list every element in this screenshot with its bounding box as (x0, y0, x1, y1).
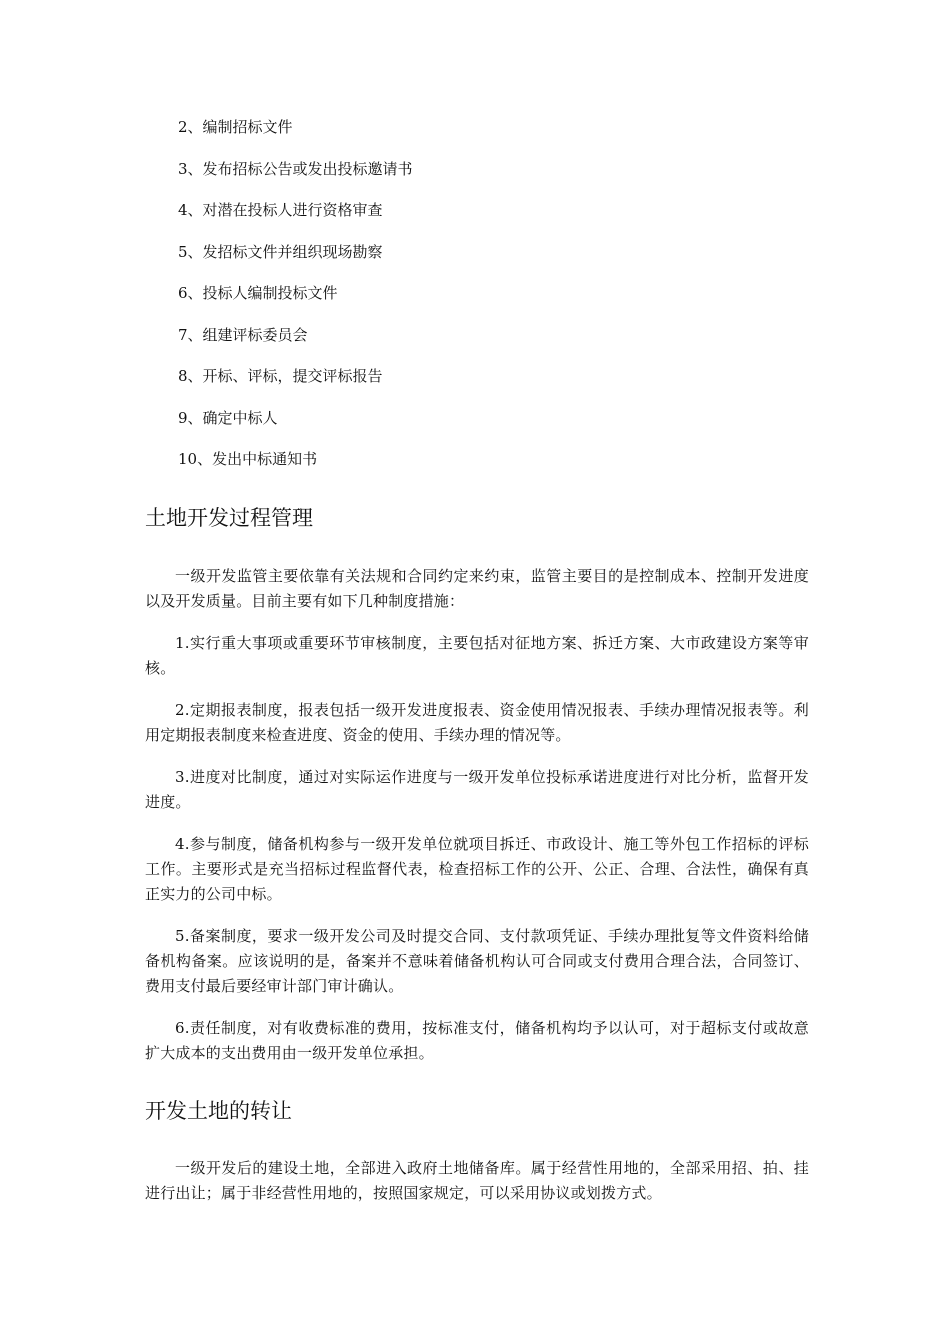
list-item: 4、对潜在投标人进行资格审查 (178, 201, 383, 219)
paragraph: 6.责任制度，对有收费标准的费用，按标准支付，储备机构均予以认可，对于超标支付或故意扩大成本的支出费用由一级开发单位承担。 (145, 1019, 809, 1062)
list-item: 3、发布招标公告或发出投标邀请书 (178, 159, 413, 178)
paragraph: 2.定期报表制度，报表包括一级开发进度报表、资金使用情况报表、手续办理情况报表等。利用定期报表制度来检查进度、资金的使用、手续办理的情况等。 (145, 701, 809, 744)
section-land-transfer (145, 1096, 809, 1206)
list-item: 10、发出中标通知书 (178, 450, 318, 468)
list-item: 2、编制招标文件 (178, 118, 293, 136)
bidding-steps-list (178, 116, 413, 490)
paragraph: 1.实行重大事项或重要环节审核制度，主要包括对征地方案、拆迁方案、大市政建设方案等审核。 (145, 634, 809, 677)
paragraph: 一级开发后的建设土地，全部进入政府土地储备库。属于经营性用地的，全部采用招、拍、挂进行出让；属于非经营性用地的，按照国家规定，可以采用协议或划拨方式。 (145, 1159, 809, 1202)
section-heading: 开发土地的转让 (145, 1099, 292, 1123)
paragraph: 3.进度对比制度，通过对实际运作进度与一级开发单位投标承诺进度进行对比分析，监督开发进度。 (145, 768, 809, 811)
paragraph: 4.参与制度，储备机构参与一级开发单位就项目拆迁、市政设计、施工等外包工作招标的评标工作。主要形式是充当招标过程监督代表，检查招标工作的公开、公正、合理、合法性，确保有真正实力的公司中标。 (145, 835, 809, 903)
list-item: 5、发招标文件并组织现场勘察 (178, 242, 383, 261)
paragraph: 一级开发监管主要依靠有关法规和合同约定来约束，监管主要目的是控制成本、控制开发进度以及开发质量。目前主要有如下几种制度措施： (145, 567, 809, 610)
list-item: 7、组建评标委员会 (178, 325, 308, 344)
paragraph: 5.备案制度，要求一级开发公司及时提交合同、支付款项凭证、手续办理批复等文件资料给储备机构备案。应该说明的是，备案并不意味着储备机构认可合同或支付费用合理合法，合同签订、费用支付最后要经审计部门审计确认。 (145, 927, 809, 995)
list-item: 6、投标人编制投标文件 (178, 284, 338, 302)
section-heading: 土地开发过程管理 (145, 506, 313, 530)
section-land-development-management (145, 503, 809, 1083)
list-item: 8、开标、评标，提交评标报告 (178, 367, 383, 385)
list-item: 9、确定中标人 (178, 408, 278, 427)
